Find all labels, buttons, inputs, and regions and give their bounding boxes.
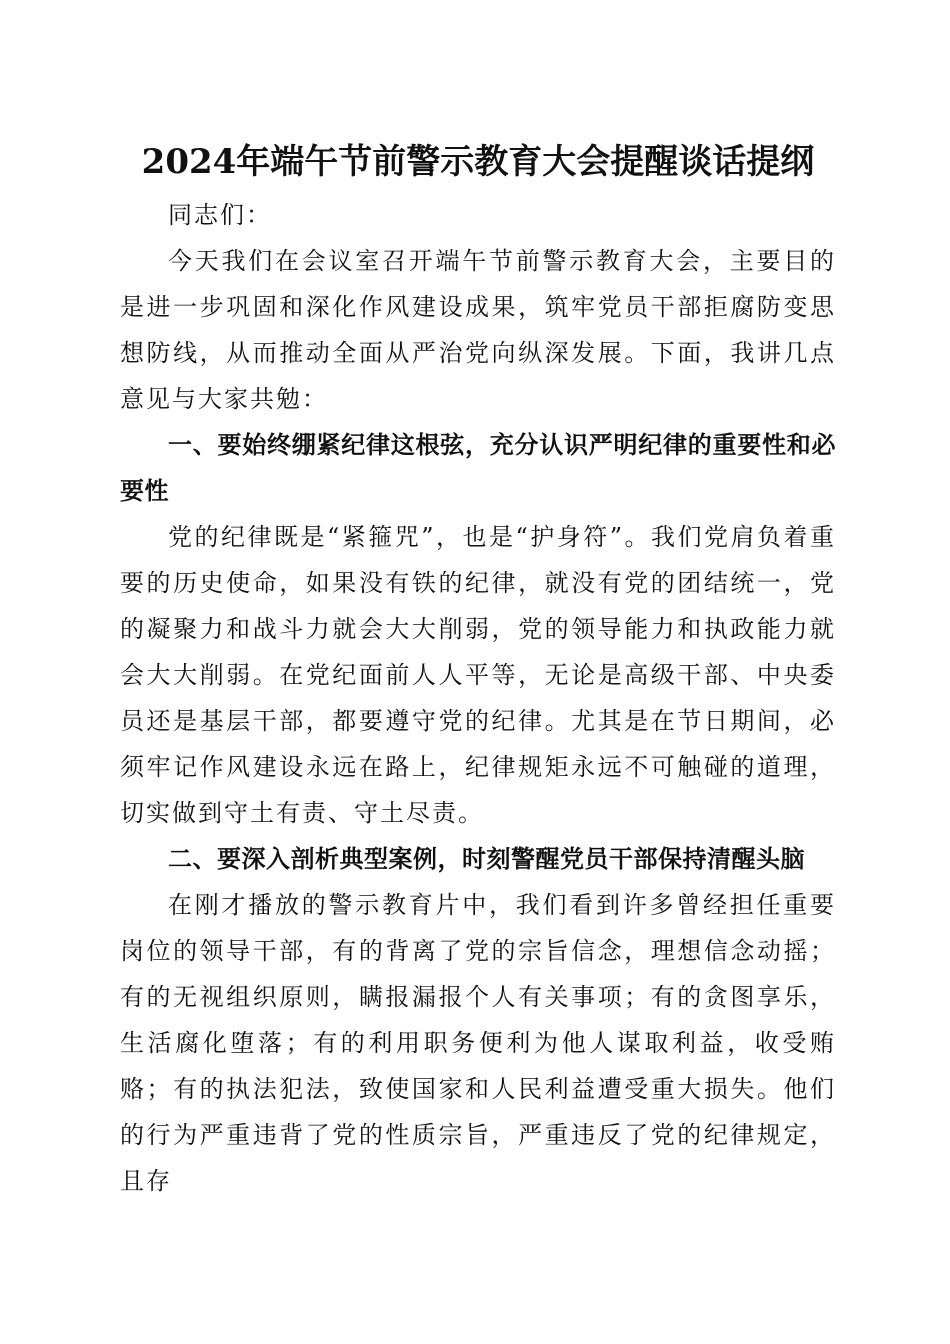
intro-paragraph: 今天我们在会议室召开端午节前警示教育大会，主要目的是进一步巩固和深化作风建设成果，筑牢党员干部拒腐防变思想防线，从而推动全面从严治党向纵深发展。下面，我讲几点意见与大家共勉： — [120, 247, 836, 413]
section-2-body: 在刚才播放的警示教育片中，我们看到许多曾经担任重要岗位的领导干部，有的背离了党的宗旨信念，理想信念动摇；有的无视组织原则，瞒报漏报个人有关事项；有的贪图享乐，生活腐化堕落；有的利用职务便利为他人谋取利益，收受贿赂；有的执法犯法，致使国家和人民利益遭受重大损失。他们的行为严重违背了党的性质宗旨，严重违反了党的纪律规定，且存 — [120, 891, 836, 1195]
section-2-heading: 二、要深入剖析典型案例，时刻警醒党员干部保持清醒头脑 — [168, 845, 805, 873]
document-title: 2024年端午节前警示教育大会提醒谈话提纲 — [141, 142, 815, 182]
salutation: 同志们： — [168, 201, 272, 229]
section-1-heading: 一、要始终绷紧纪律这根弦，充分认识严明纪律的重要性和必要性 — [120, 431, 836, 505]
document-body — [120, 140, 836, 1204]
section-1-body: 党的纪律既是“紧箍咒”，也是“护身符”。我们党肩负着重要的历史使命，如果没有铁的纪律，就没有党的团结统一，党的凝聚力和战斗力就会大大削弱，党的领导能力和执政能力就会大大削弱。在党纪面前人人平等，无论是高级干部、中央委员还是基层干部，都要遵守党的纪律。尤其是在节日期间，必须牢记作风建设永远在路上，纪律规矩永远不可触碰的道理，切实做到守土有责、守土尽责。 — [120, 523, 836, 827]
